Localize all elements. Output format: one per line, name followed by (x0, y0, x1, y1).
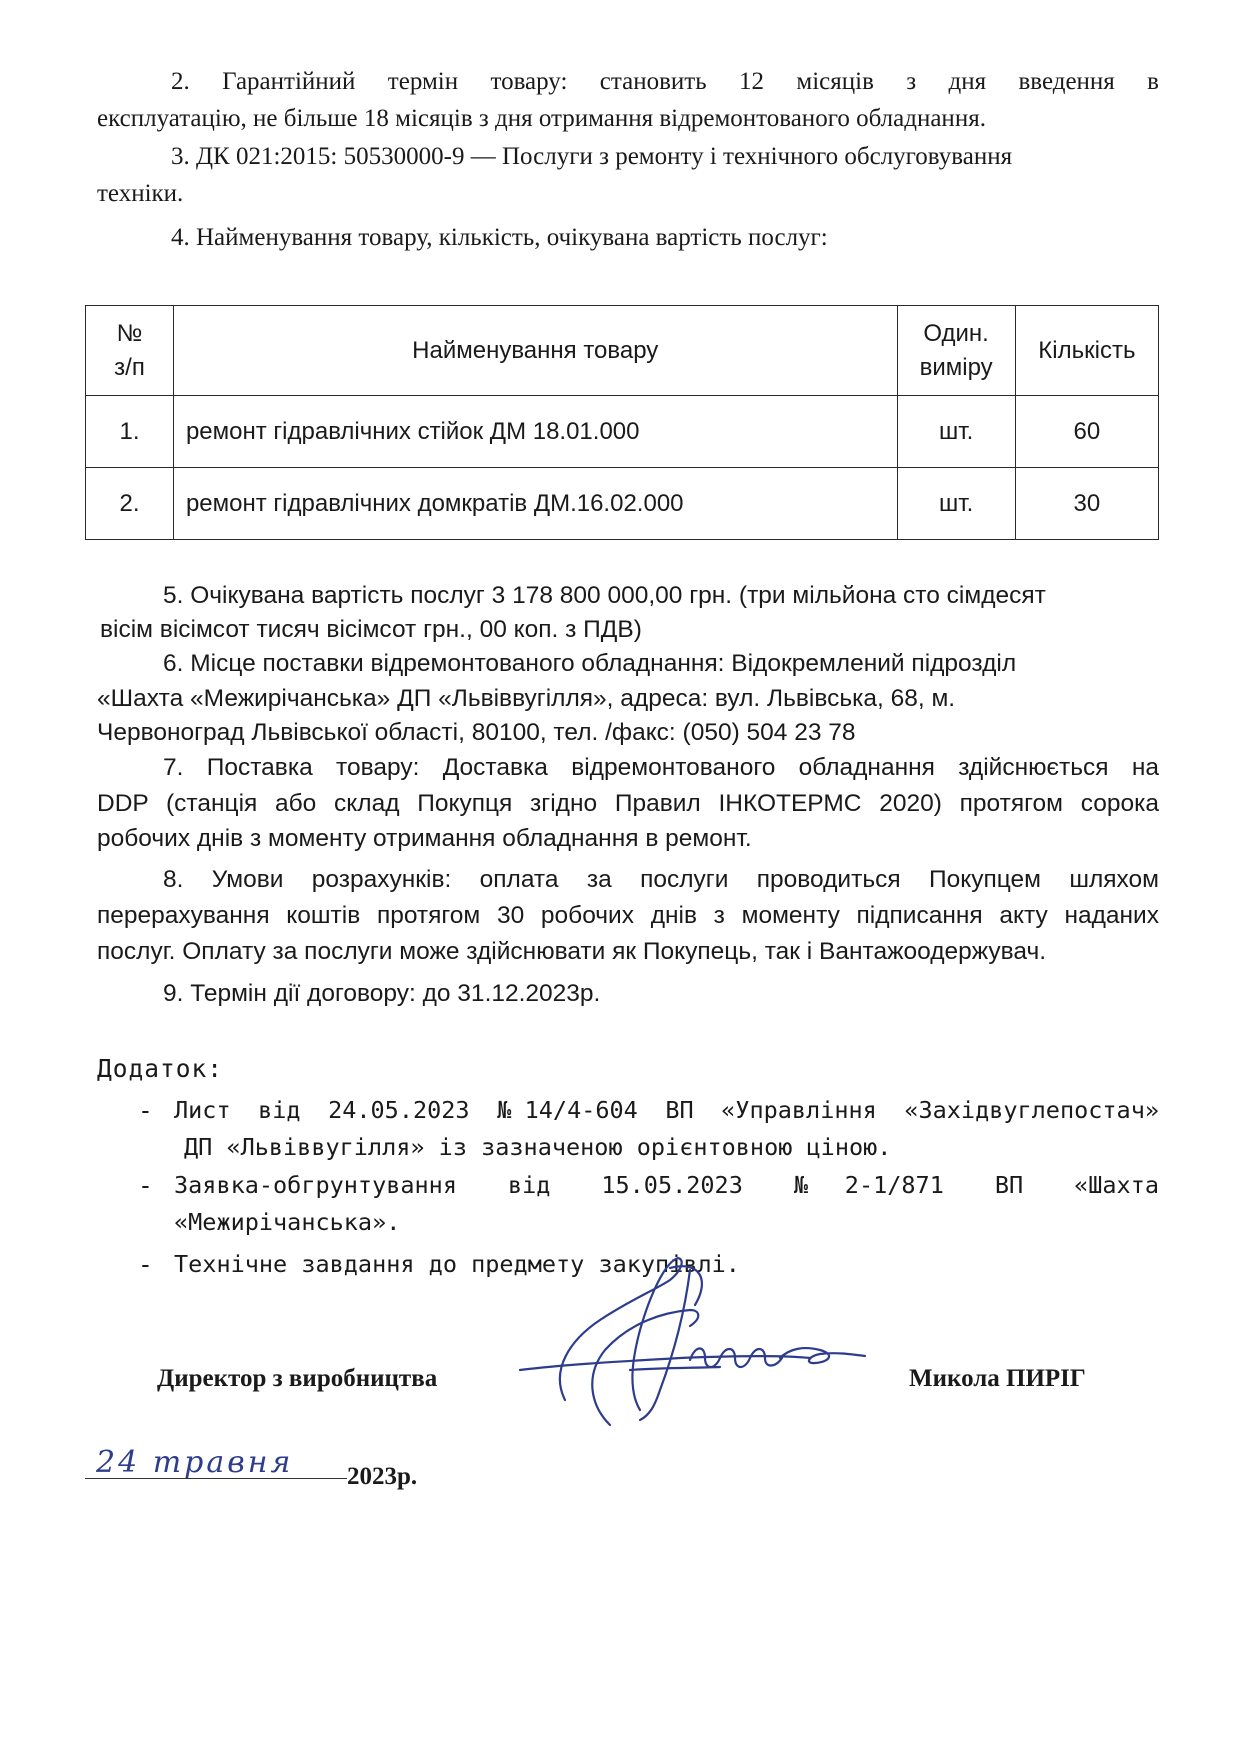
header-quantity: Кількість (1015, 306, 1158, 396)
appendix-bullet: - (138, 1171, 153, 1200)
signature-scribble (490, 1250, 910, 1440)
paragraph-7-line-2: DDP (станція або склад Покупця згідно Правил ІНКОТЕРМС 2020) протягом сорока (97, 790, 1159, 817)
paragraph-8-line-2: перерахування коштів протягом 30 робочих днів з моменту підписання акту наданих (97, 902, 1159, 929)
paragraph-8-line-1: 8. Умови розрахунків: оплата за послуги проводиться Покупцем шляхом (163, 866, 1159, 893)
table-row (86, 468, 1159, 540)
paragraph-3-line-2: техніки. (97, 180, 184, 207)
row-unit: шт. (897, 396, 1015, 468)
header-number-symbol: № (116, 319, 143, 347)
row-unit: шт. (897, 468, 1015, 540)
row-number: 2. (86, 468, 174, 540)
paragraph-8-line-3: послуг. Оплату за послуги може здійснювати як Покупець, так і Вантажоодержувач. (97, 938, 1047, 965)
header-name: Найменування товару (173, 306, 897, 396)
signatory-position: Директор з виробництва (157, 1365, 438, 1392)
paragraph-5-line-1: 5. Очікувана вартість послуг 3 178 800 000,00 грн. (три мільйона сто сімдесят (163, 582, 1046, 609)
appendix-item-2-line-1: Заявка-обгрунтування від 15.05.2023 №2-1/871 ВП «Шахта (174, 1171, 1159, 1199)
appendix-item-1-line-2: ДП «Львіввугілля» із зазначеною орієнтовною ціною. (184, 1133, 892, 1161)
header-number-label: з/п (114, 353, 145, 381)
paragraph-2-line-1: 2. Гарантійний термін товару: становить 12 місяців з дня введення в (171, 68, 1159, 95)
signature-year: 2023р. (347, 1463, 418, 1490)
paragraph-5-line-2: вісім вісімсот тисяч вісімсот грн., 00 коп. з ПДВ) (100, 616, 642, 643)
paragraph-9-line-1: 9. Термін дії договору: до 31.12.2023р. (163, 980, 601, 1007)
row-quantity: 30 (1015, 468, 1158, 540)
row-name: ремонт гідравлічних стійок ДМ 18.01.000 (173, 396, 897, 468)
header-unit (897, 306, 1015, 396)
paragraph-7-line-3: робочих днів з моменту отримання обладнання в ремонт. (97, 825, 752, 852)
header-unit-line-1: Один. (923, 319, 989, 347)
appendix-title: Додаток: (97, 1054, 224, 1083)
goods-table (85, 305, 1159, 540)
row-number: 1. (86, 396, 174, 468)
table-header-row (86, 306, 1159, 396)
signatory-name: Микола ПИРІГ (909, 1365, 1086, 1392)
date-underline (85, 1478, 347, 1479)
paragraph-3-line-1: 3. ДК 021:2015: 50530000-9 — Послуги з ремонту і технічного обслуговування (171, 143, 1013, 170)
paragraph-6-line-1: 6. Місце поставки відремонтованого обладнання: Відокремлений підрозділ (163, 650, 1017, 677)
paragraph-7-line-1: 7. Поставка товару: Доставка відремонтованого обладнання здійснюється на (163, 754, 1159, 781)
paragraph-6-line-2: «Шахта «Межирічанська» ДП «Львіввугілля», адреса: вул. Львівська, 68, м. (97, 685, 956, 712)
appendix-item-1-line-1: Лист від 24.05.2023 №14/4-604 ВП «Управління «Західвуглепостач» (174, 1096, 1159, 1124)
header-unit-line-2: виміру (919, 353, 993, 381)
row-quantity: 60 (1015, 396, 1158, 468)
table-row (86, 396, 1159, 468)
header-number (86, 306, 174, 396)
appendix-bullet: - (138, 1250, 153, 1279)
appendix-item-2-line-2: «Межирічанська». (174, 1208, 401, 1236)
appendix-item-3-line-1: Технічне завдання до предмету закупівлі. (174, 1250, 740, 1278)
row-name: ремонт гідравлічних домкратів ДМ.16.02.000 (173, 468, 897, 540)
appendix-bullet: - (138, 1096, 153, 1125)
paragraph-2-line-2: експлуатацію, не більше 18 місяців з дня отримання відремонтованого обладнання. (97, 105, 986, 132)
paragraph-4-line-1: 4. Найменування товару, кількість, очікувана вартість послуг: (171, 224, 828, 251)
handwritten-date: 24 травня (96, 1445, 294, 1480)
paragraph-6-line-3: Червоноград Львівської області, 80100, тел. /факс: (050) 504 23 78 (97, 719, 856, 746)
